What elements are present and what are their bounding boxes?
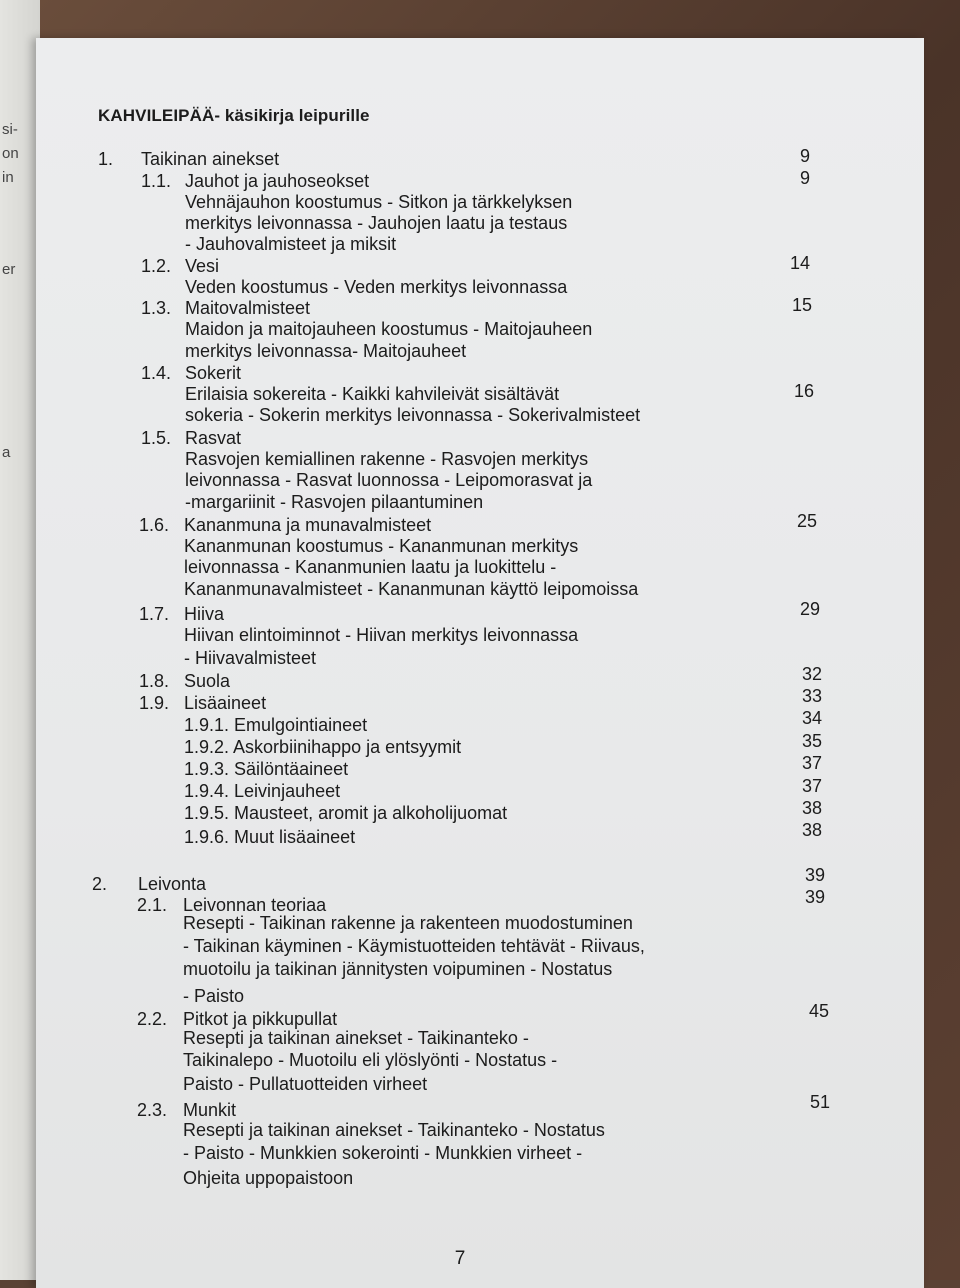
page-number-footer: 7 <box>454 1248 466 1269</box>
toc-number: 2.3. <box>137 1100 168 1120</box>
toc-page-number: 14 <box>789 253 810 273</box>
toc-page-number: 37 <box>801 753 822 773</box>
toc-description: merkitys leivonnassa - Jauhojen laatu ja testaus <box>185 213 568 233</box>
toc-description: - Jauhovalmisteet ja miksit <box>185 234 397 254</box>
toc-description: Resepti - Taikinan rakenne ja rakenteen muodostuminen <box>183 913 633 933</box>
page-title: KAHVILEIPÄÄ- käsikirja leipurille <box>98 106 370 125</box>
toc-page-number: 34 <box>801 708 822 728</box>
toc-description: Taikinalepo - Muotoilu eli ylöslyönti - Nostatus - <box>183 1050 558 1070</box>
toc-description: Vehnäjauhon koostumus - Sitkon ja tärkkelyksen <box>185 192 573 212</box>
toc-number: 2. <box>92 874 108 894</box>
toc-page-number: 35 <box>801 731 822 751</box>
toc-page-number: 15 <box>791 295 812 315</box>
toc-number: 1.6. <box>139 515 170 535</box>
toc-heading: Pitkot ja pikkupullat <box>183 1009 338 1029</box>
toc-description: sokeria - Sokerin merkitys leivonnassa - Sokerivalmisteet <box>185 405 641 425</box>
toc-number: 1. <box>98 149 114 169</box>
toc-description: Paisto - Pullatuotteiden virheet <box>183 1074 428 1094</box>
toc-description: Hiivan elintoiminnot - Hiivan merkitys leivonnassa <box>184 625 579 645</box>
toc-heading: Leivonnan teoriaa <box>183 895 327 915</box>
toc-number: 1.5. <box>141 428 172 448</box>
toc-description: Resepti ja taikinan ainekset - Taikinanteko - Nostatus <box>183 1120 605 1140</box>
toc-number: 1.2. <box>141 256 172 276</box>
toc-heading: Vesi <box>185 256 220 276</box>
left-page-fragment: si- <box>2 121 18 138</box>
toc-page-number: 33 <box>801 686 822 706</box>
toc-number: 1.8. <box>139 671 170 691</box>
toc-description: Kananmunan koostumus - Kananmunan merkitys <box>184 536 579 556</box>
toc-description: Erilaisia sokereita - Kaikki kahvileivät sisältävät <box>185 384 560 404</box>
toc-page-number: 25 <box>796 511 817 531</box>
toc-description: muotoilu ja taikinan jännitysten voipuminen - Nostatus <box>183 959 613 979</box>
toc-description: Resepti ja taikinan ainekset - Taikinanteko - <box>183 1028 529 1048</box>
toc-page-number: 29 <box>799 599 820 619</box>
toc-subsection: 1.9.1. Emulgointiaineet <box>184 715 368 735</box>
toc-number: 1.1. <box>141 171 172 191</box>
toc-heading: Hiiva <box>184 604 225 624</box>
toc-subsection: 1.9.6. Muut lisäaineet <box>184 827 356 847</box>
toc-heading: Maitovalmisteet <box>185 298 311 318</box>
toc-heading: Lisäaineet <box>184 693 267 713</box>
toc-heading: Taikinan ainekset <box>141 149 280 169</box>
left-page-fragment: on <box>2 145 19 162</box>
toc-number: 1.3. <box>141 298 172 318</box>
toc-heading: Suola <box>184 671 231 691</box>
toc-description: Kananmunavalmisteet - Kananmunan käyttö leipomoissa <box>184 579 639 599</box>
toc-heading: Leivonta <box>138 874 207 894</box>
toc-description: - Paisto - Munkkien sokerointi - Munkkien virheet - <box>183 1143 583 1163</box>
toc-subsection: 1.9.4. Leivinjauheet <box>184 781 341 801</box>
toc-heading: Jauhot ja jauhoseokset <box>185 171 370 191</box>
toc-number: 1.7. <box>139 604 170 624</box>
toc-heading: Munkit <box>183 1100 237 1120</box>
toc-page-number: 51 <box>809 1092 830 1112</box>
toc-number: 1.4. <box>141 363 172 383</box>
toc-description: merkitys leivonnassa- Maitojauheet <box>185 341 467 361</box>
toc-description: Ohjeita uppopaistoon <box>183 1168 354 1188</box>
toc-heading: Sokerit <box>185 363 242 383</box>
toc-page-number: 16 <box>793 381 814 401</box>
toc-description: - Paisto <box>183 986 245 1006</box>
toc-heading: Rasvat <box>185 428 242 448</box>
toc-description: Maidon ja maitojauheen koostumus - Maitojauheen <box>185 319 593 339</box>
toc-number: 2.2. <box>137 1009 168 1029</box>
toc-page-number: 38 <box>801 820 822 840</box>
toc-description: leivonnassa - Rasvat luonnossa - Leipomorasvat ja <box>185 470 593 490</box>
toc-description: leivonnassa - Kananmunien laatu ja luokittelu - <box>184 557 557 577</box>
toc-page-number: 38 <box>801 798 822 818</box>
toc-number: 1.9. <box>139 693 170 713</box>
toc-description: - Taikinan käyminen - Käymistuotteiden tehtävät - Riivaus, <box>183 936 645 956</box>
toc-description: Veden koostumus - Veden merkitys leivonnassa <box>185 277 568 297</box>
toc-page-number: 39 <box>804 865 825 885</box>
left-page-fragment: in <box>2 169 14 186</box>
toc-subsection: 1.9.3. Säilöntäaineet <box>184 759 349 779</box>
toc-subsection: 1.9.5. Mausteet, aromit ja alkoholijuomat <box>184 803 508 823</box>
toc-page-number: 37 <box>801 776 822 796</box>
toc-page-number: 32 <box>801 664 822 684</box>
toc-page-number: 39 <box>804 887 825 907</box>
toc-description: -margariinit - Rasvojen pilaantuminen <box>185 492 484 512</box>
toc-number: 2.1. <box>137 895 168 915</box>
toc-page-number: 45 <box>808 1001 829 1021</box>
toc-description: - Hiivavalmisteet <box>184 648 317 668</box>
left-page-fragment: er <box>2 261 16 278</box>
toc-heading: Kananmuna ja munavalmisteet <box>184 515 432 535</box>
left-page-fragment: a <box>2 444 11 461</box>
toc-page-number: 9 <box>799 168 810 188</box>
toc-description: Rasvojen kemiallinen rakenne - Rasvojen merkitys <box>185 449 589 469</box>
toc-subsection: 1.9.2. Askorbiinihappo ja entsyymit <box>184 737 462 757</box>
toc-page-number: 9 <box>799 146 810 166</box>
